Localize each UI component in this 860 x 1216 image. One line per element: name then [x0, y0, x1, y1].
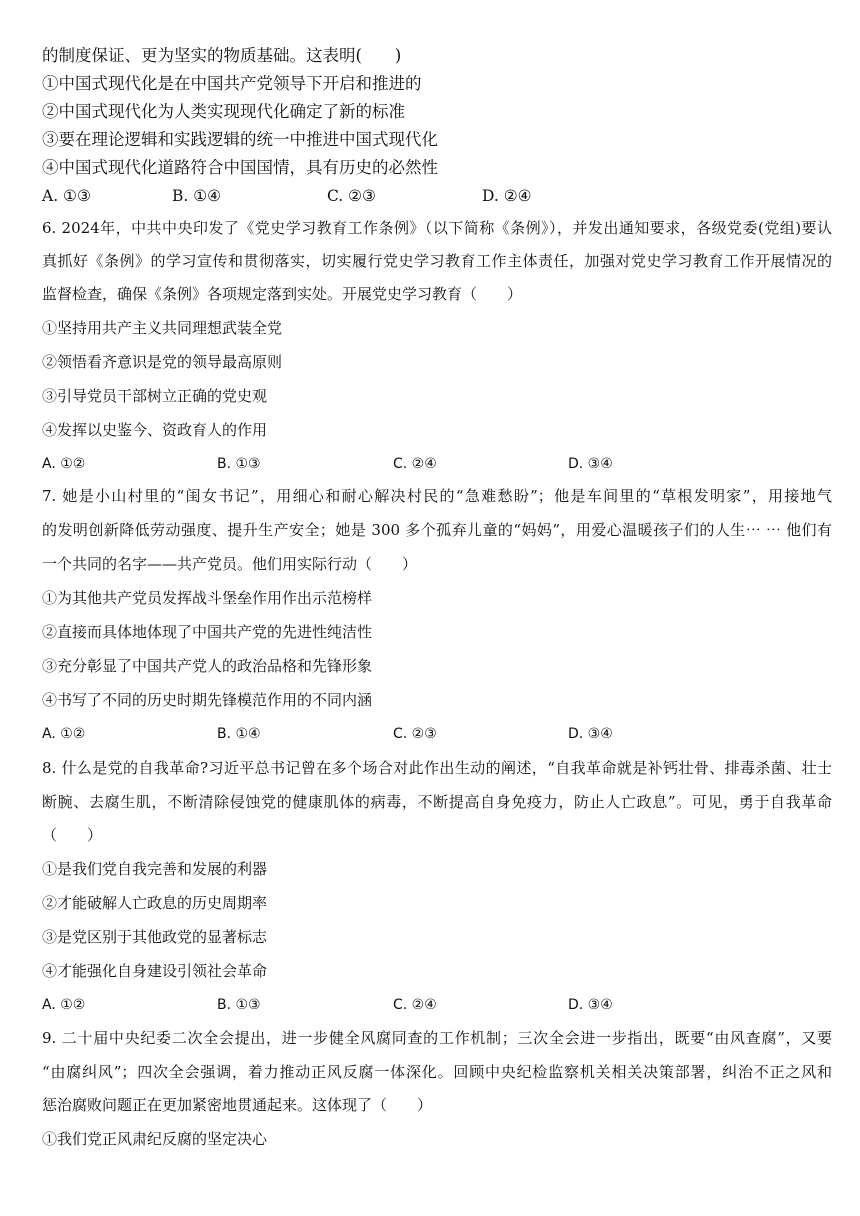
q5-stem-tail: 的制度保证、更为坚实的物质基础。这表明( ): [42, 46, 402, 65]
q8-option-d: D. ③④: [568, 997, 613, 1013]
q8-item-3: ③是党区别于其他政党的显著标志: [42, 928, 268, 946]
q6-item-4: ④发挥以史鉴今、资政育人的作用: [42, 421, 268, 439]
q6-option-a: A. ①②: [42, 456, 86, 472]
q6-option-c: C. ②④: [393, 456, 437, 472]
q8-item-1: ①是我们党自我完善和发展的利器: [42, 860, 268, 878]
q8-stem-line-1: 8. 什么是党的自我革命?习近平总书记曾在多个场合对此作出生动的阐述，“自我革命就是补钙壮骨、排毒杀菌、壮士: [42, 759, 832, 777]
q8-option-a: A. ①②: [42, 997, 86, 1013]
q7-item-4: ④书写了不同的历史时期先锋模范作用的不同内涵: [42, 691, 373, 709]
q6-stem-line-2: 真抓好《条例》的学习宣传和贯彻落实，切实履行党史学习教育工作主体责任，加强对党史学习教育工作开展情况的: [42, 252, 832, 270]
q6-item-3: ③引导党员干部树立正确的党史观: [42, 387, 268, 405]
q6-item-1: ①坚持用共产主义共同理想武装全党: [42, 319, 283, 337]
q7-stem-line-2: 的发明创新降低劳动强度、提升生产安全；她是 300 多个孤弃儿童的“妈妈”，用爱心温暖孩子们的人生⋯ ⋯ 他们有: [42, 521, 832, 539]
q7-option-a: A. ①②: [42, 726, 86, 742]
q8-stem-line-3: （ ）: [42, 826, 103, 844]
q7-item-1: ①为其他共产党员发挥战斗堡垒作用作出示范榜样: [42, 589, 373, 607]
q6-item-2: ②领悟看齐意识是党的领导最高原则: [42, 353, 283, 371]
q5-option-d: D. ②④: [482, 187, 532, 205]
q5-option-b: B. ①④: [172, 187, 222, 205]
q7-stem-line-3: 一个共同的名字——共产党员。他们用实际行动（ ）: [42, 555, 418, 573]
q8-item-2: ②才能破解人亡政息的历史周期率: [42, 894, 268, 912]
q5-item-1: ①中国式现代化是在中国共产党领导下开启和推进的: [42, 74, 422, 93]
q9-stem-line-2: “由腐纠风”；四次全会强调，着力推动正风反腐一体深化。回顾中央纪检监察机关相关决策部署，纠治不正之风和: [42, 1063, 832, 1081]
q5-item-4: ④中国式现代化道路符合中国国情，具有历史的必然性: [42, 158, 438, 177]
q9-stem-line-3: 惩治腐败问题正在更加紧密地贯通起来。这体现了（ ）: [42, 1096, 433, 1114]
q6-option-d: D. ③④: [568, 456, 613, 472]
q6-stem-line-3: 监督检查，确保《条例》各项规定落到实处。开展党史学习教育（ ）: [42, 285, 523, 303]
q5-item-2: ②中国式现代化为人类实现现代化确定了新的标准: [42, 102, 405, 121]
q9-stem-line-1: 9. 二十届中央纪委二次全会提出，进一步健全风腐同查的工作机制；三次全会进一步指出，既要“由风查腐”，又要: [42, 1029, 832, 1047]
q9-item-1: ①我们党正风肃纪反腐的坚定决心: [42, 1130, 268, 1148]
q8-option-b: B. ①③: [217, 997, 261, 1013]
q5-option-a: A. ①③: [42, 187, 91, 205]
q7-item-2: ②直接而具体地体现了中国共产党的先进性纯洁性: [42, 623, 373, 641]
q5-option-c: C. ②③: [327, 187, 376, 205]
q7-option-c: C. ②③: [393, 726, 437, 742]
q6-option-b: B. ①③: [217, 456, 261, 472]
q8-item-4: ④才能强化自身建设引领社会革命: [42, 962, 268, 980]
q6-stem-line-1: 6. 2024年，中共中央印发了《党史学习教育工作条例》（以下简称《条例》），并发出通知要求，各级党委(党组)要认: [42, 219, 832, 237]
q8-stem-line-2: 断腕、去腐生肌，不断清除侵蚀党的健康肌体的病毒，不断提高自身免疫力，防止人亡政息”。可见，勇于自我革命: [42, 793, 832, 811]
q5-item-3: ③要在理论逻辑和实践逻辑的统一中推进中国式现代化: [42, 130, 438, 149]
q7-option-b: B. ①④: [217, 726, 261, 742]
q8-option-c: C. ②④: [393, 997, 437, 1013]
q7-item-3: ③充分彰显了中国共产党人的政治品格和先锋形象: [42, 657, 373, 675]
q7-option-d: D. ③④: [568, 726, 613, 742]
q7-stem-line-1: 7. 她是小山村里的“闺女书记”，用细心和耐心解决村民的“急难愁盼”；他是车间里的“草根发明家”，用接地气: [42, 487, 832, 505]
